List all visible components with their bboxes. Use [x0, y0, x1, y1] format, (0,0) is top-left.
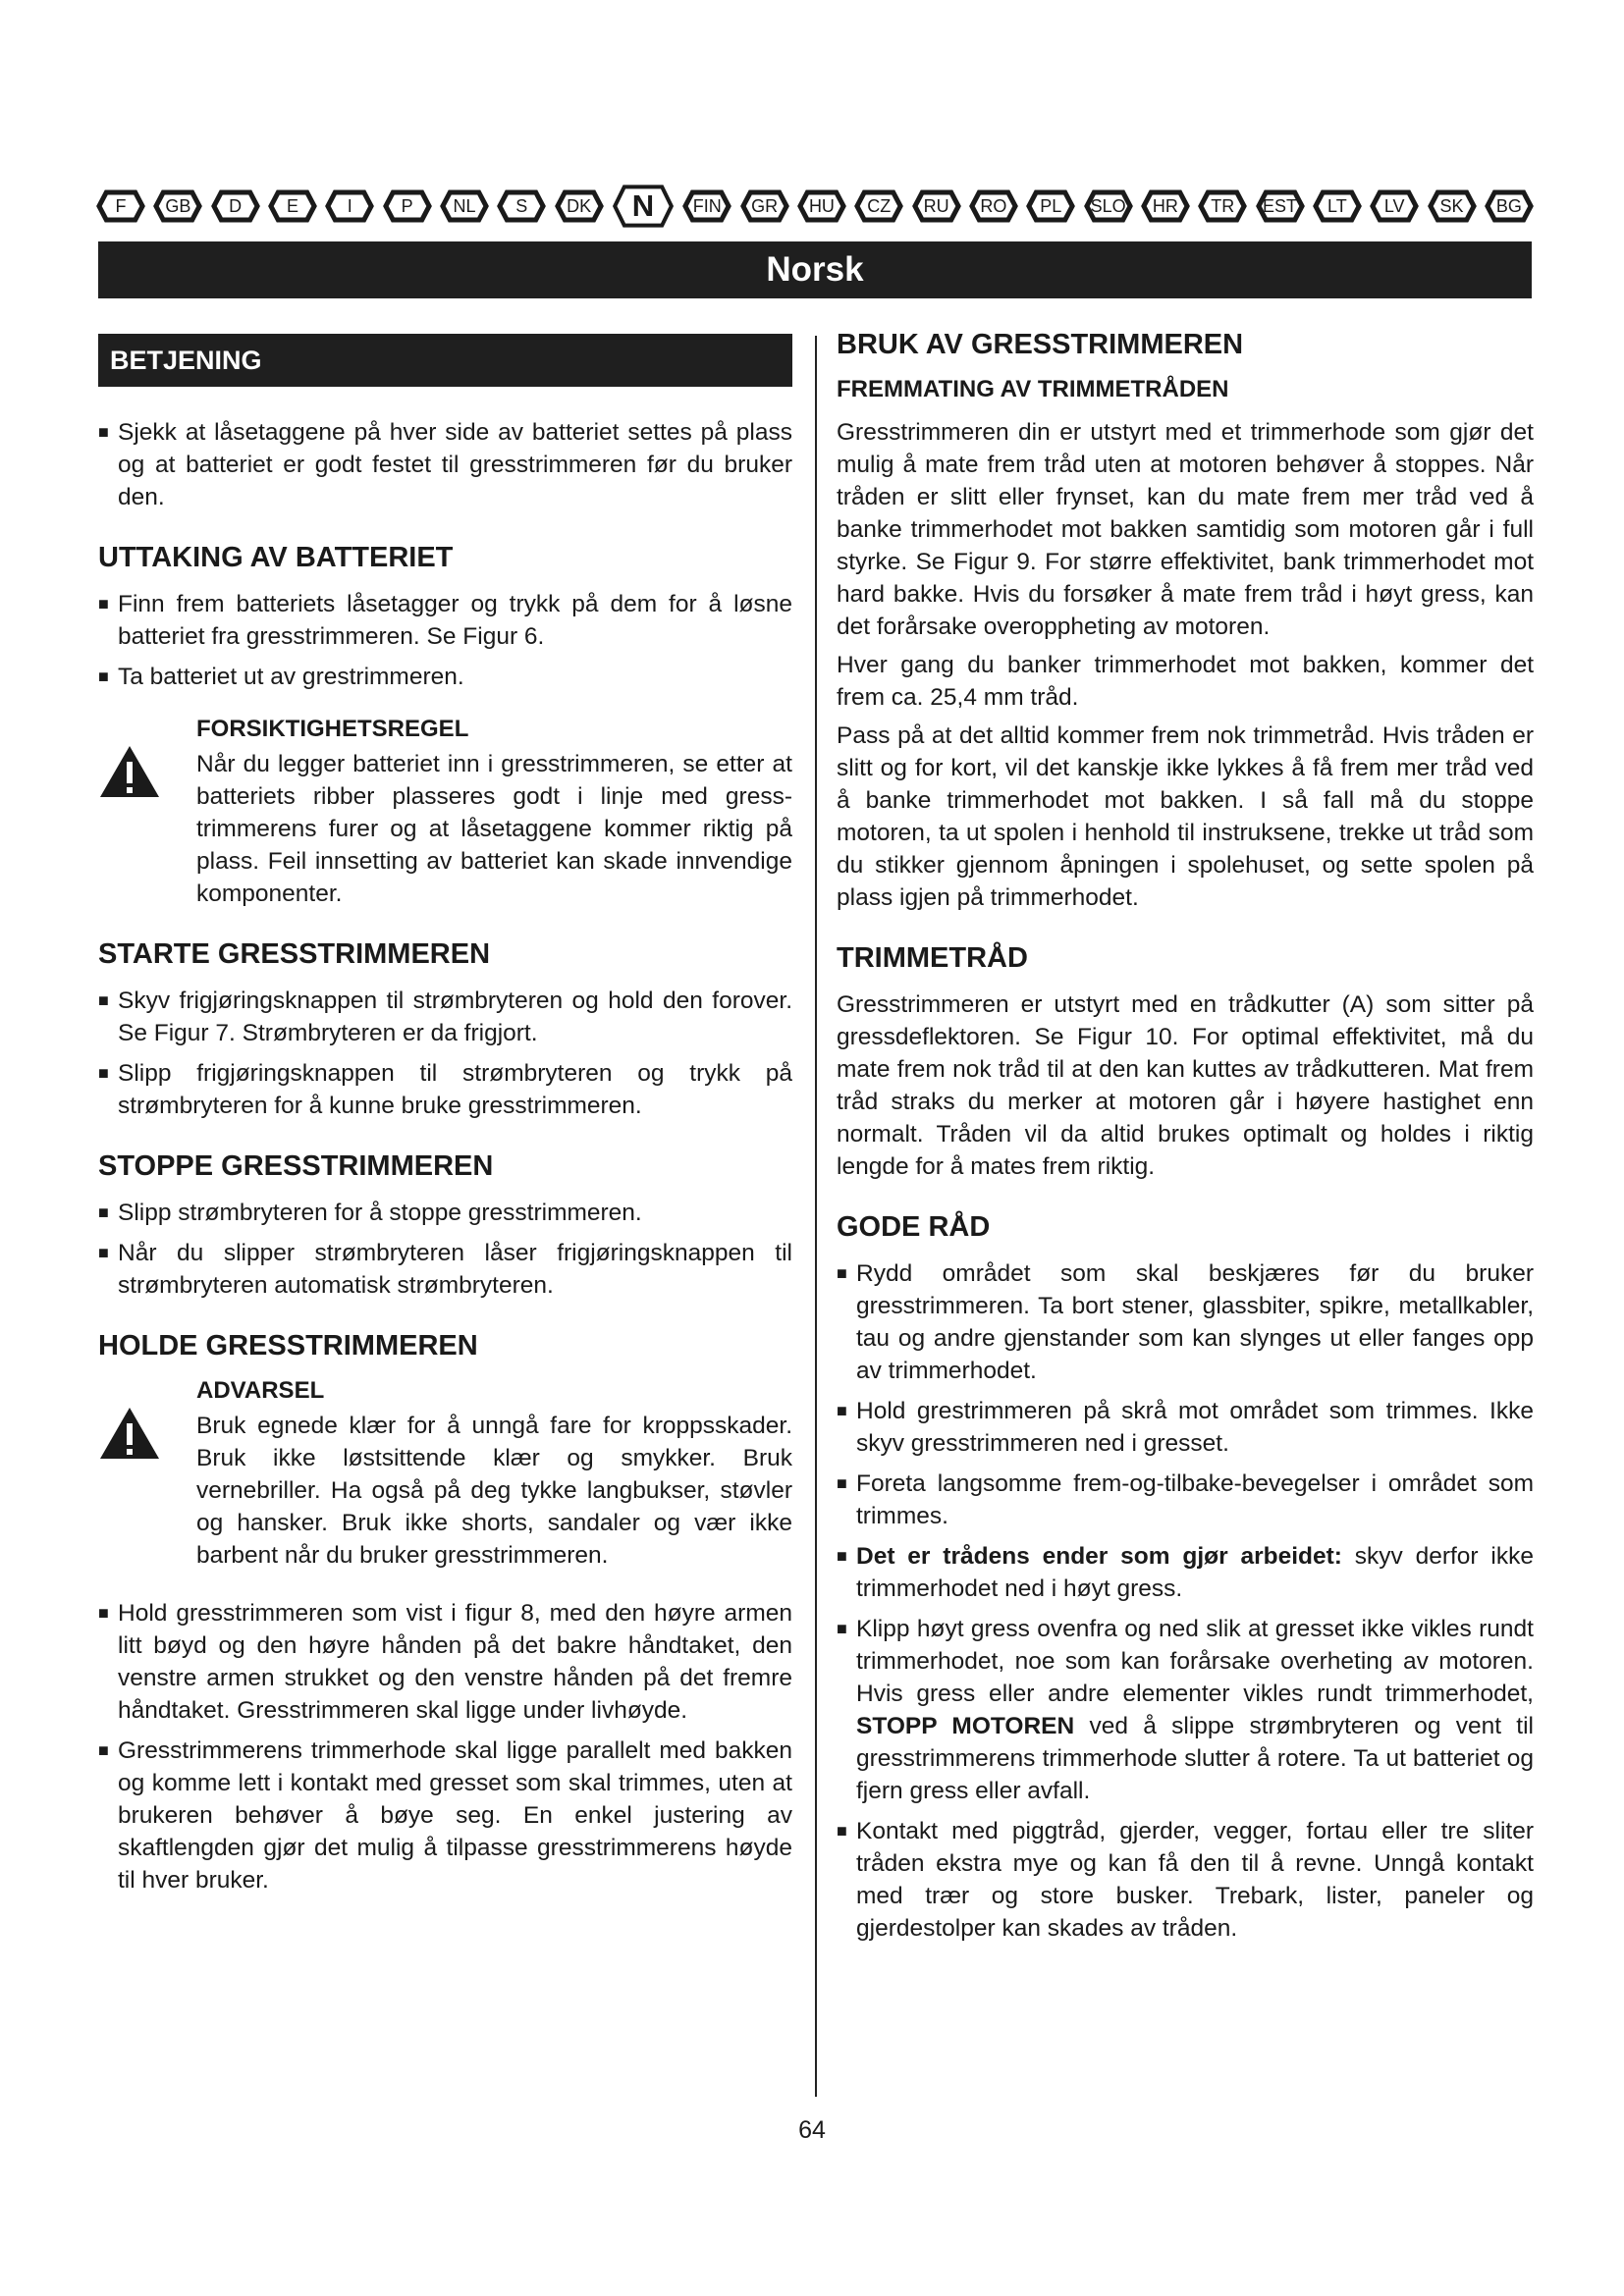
- language-tab-gb[interactable]: [155, 191, 200, 221]
- list-item: ■ Slipp frigjøringsknappen til strømbryteren og trykk på strømbryteren for å kunne bruke gresstrimmeren.: [98, 1057, 792, 1122]
- list-item: ■ Det er trådens ender som gjør arbeidet: skyv derfor ikke trimmerhodet ned i høyt gress.: [837, 1540, 1534, 1605]
- language-tab-label: RO: [980, 195, 1007, 216]
- bullet-icon: ■: [98, 1740, 109, 1760]
- language-tab-label: RU: [923, 195, 949, 216]
- language-tab-label: I: [347, 195, 352, 216]
- section-heading-bruk: BRUK AV GRESSTRIMMEREN: [837, 329, 1244, 360]
- list-item: ■ Kontakt med piggtråd, gjerder, vegger, fortau eller tre sliter tråden ekstra mye og kan få den til å revne. Unngå kontakt med trær og store busker. Trebark, lister, paneler og gjerdestolper kan skades av tråden.: [837, 1815, 1534, 1945]
- caution-title: FORSIKTIGHETSREGEL: [196, 716, 469, 742]
- bullet-icon: ■: [98, 422, 109, 442]
- language-tab-f[interactable]: [98, 191, 143, 221]
- left-column: [98, 334, 792, 1904]
- language-tab-est[interactable]: [1258, 191, 1303, 221]
- language-tab-label: LT: [1327, 195, 1347, 216]
- warning-triangle-icon: [98, 1406, 161, 1461]
- bullet-icon: ■: [98, 1202, 109, 1222]
- language-banner: Norsk: [98, 241, 1532, 298]
- bullet-icon: ■: [837, 1473, 847, 1493]
- language-tab-gr[interactable]: [742, 191, 787, 221]
- language-tab-fin[interactable]: [684, 191, 730, 221]
- paragraph: Pass på at det alltid kommer frem nok trimmetråd. Hvis tråden er slitt og for kort, vil det kanskje ikke lykkes å få frem mer tråd ved å banke trimmerhodet mot bakken. I så fall må du stoppe motoren, ta ut spolen i henhold til instruksene, trekke ut tråd som du stikker gjennom åpningen i spolehuset, og sette spolen på plass igjen på trimmerhodet.: [837, 722, 1534, 911]
- language-tab-e[interactable]: [270, 191, 315, 221]
- emphasis: Det er trådens ender som gjør arbeidet:: [856, 1543, 1342, 1570]
- language-tab-bg[interactable]: [1487, 191, 1532, 221]
- list-item: ■ Sjekk at låsetaggene på hver side av batteriet settes på plass og at batteriet er godt festet til gresstrimmeren før du bruker den.: [98, 416, 792, 513]
- language-tab-label: DK: [567, 195, 592, 216]
- language-tab-label: HR: [1152, 195, 1178, 216]
- warning-title: ADVARSEL: [196, 1377, 325, 1404]
- list-item: ■ Klipp høyt gress ovenfra og ned slik at gresset ikke vikles rundt trimmerhodet, noe som kan forårsake overheting av motoren. Hvis gress eller andre elementer vikles rundt trimmerhodet, STOPP MOTOREN ved å slippe strømbryteren og vent til gresstrimmerens trimmerhode slutter å rotere. Ta ut batteriet og fjern gress eller avfall.: [837, 1613, 1534, 1807]
- bullet-icon: ■: [98, 667, 109, 686]
- section-heading-uttaking: UTTAKING AV BATTERIET: [98, 542, 454, 573]
- paragraph: Hver gang du banker trimmerhodet mot bakken, kommer det frem ca. 25,4 mm tråd.: [837, 652, 1534, 711]
- language-tab-label: S: [515, 195, 528, 216]
- language-tab-ru[interactable]: [914, 191, 959, 221]
- language-tab-label: GB: [165, 195, 191, 216]
- paragraph: Gresstrimmeren er utstyrt med en trådkutter (A) som sitter på gressdeflektoren. Se Figur 10. For optimal effektivitet, må du mate frem nok tråd til at den kan kuttes av trådkutteren. Mat frem tråd straks du merker at motoren går i høyere hastighet enn normalt. Tråden vil da altid brukes optimalt og holdes i riktig lengde for å mates frem riktig.: [837, 991, 1534, 1180]
- list-item: ■ Finn frem batteriets låsetagger og trykk på dem for å løsne batteriet fra gresstrimmeren. Se Figur 6.: [98, 588, 792, 653]
- subheading-fremmating: FREMMATING AV TRIMMETRÅDEN: [837, 376, 1229, 402]
- language-tab-lt[interactable]: [1315, 191, 1360, 221]
- list-item: ■ Hold gresstrimmeren som vist i figur 8, med den høyre armen litt bøyd og den høyre hånden på det bakre håndtaket, den venstre armen strukket og den venstre hånden på det fremre håndtaket. Gresstrimmeren skal ligge under livhøyde.: [98, 1597, 792, 1727]
- language-tab-d[interactable]: [213, 191, 258, 221]
- language-tab-cz[interactable]: [856, 191, 901, 221]
- language-tab-i[interactable]: [327, 191, 372, 221]
- bullet-icon: ■: [98, 594, 109, 614]
- language-tab-p[interactable]: [385, 191, 430, 221]
- bullet-icon: ■: [98, 1243, 109, 1262]
- section-heading-stoppe: STOPPE GRESSTRIMMEREN: [98, 1150, 494, 1182]
- list-item: ■ Gresstrimmerens trimmerhode skal ligge parallelt med bakken og komme lett i kontakt med gresset som skal trimmes, uten at brukeren behøver å bøye seg. En enkel justering av skaftlengden gjør det mulig å tilpasse gresstrimmerens høyde til hver bruker.: [98, 1735, 792, 1896]
- list-item: ■ Slipp strømbryteren for å stoppe gresstrimmeren.: [98, 1197, 792, 1229]
- section-heading-gode-rad: GODE RÅD: [837, 1211, 991, 1243]
- emphasis: STOPP MOTOREN: [856, 1713, 1075, 1739]
- paragraph: Gresstrimmeren din er utstyrt med et trimmerhode som gjør det mulig å mate frem tråd uten at motoren behøver å stoppes. Når tråden er slitt eller frynset, kan du mate frem mer tråd ved å banke trimmerhodet mot bakken samtidig som motoren går i full styrke. Se Figur 9. For større effektivitet, bank trimmerhodet mot hard bakke. Hvis du forsøker å mate frem tråd i høyt gress, kan det forårsake overoppheting av motoren.: [837, 419, 1534, 640]
- language-tab-slo[interactable]: [1086, 191, 1131, 221]
- language-tab-hu[interactable]: [799, 191, 844, 221]
- language-tab-label: FIN: [692, 195, 722, 216]
- section-heading-holde: HOLDE GRESSTRIMMEREN: [98, 1330, 478, 1362]
- language-tab-s[interactable]: [499, 191, 544, 221]
- language-tab-hr[interactable]: [1143, 191, 1188, 221]
- section-heading-starte: STARTE GRESSTRIMMEREN: [98, 938, 491, 970]
- column-divider: [815, 336, 817, 2097]
- list-item: ■ Rydd området som skal beskjæres før du bruker gresstrimmeren. Ta bort stener, glassbiter, spikre, metallkabler, tau og andre gjenstander som kan slynges ut eller fanges opp av trimmerhodet.: [837, 1257, 1534, 1387]
- language-tab-label: HU: [808, 195, 835, 216]
- language-tab-row: [98, 187, 1532, 226]
- caution-text: Når du legger batteriet inn i gresstrimmeren, se etter at batteriets ribber plasseres godt i linje med gress-trimmerens furer og at låsetaggene kommer riktig på plass. Feil innsetting av batteriet kan skade innvendige komponenter.: [196, 751, 792, 907]
- section-heading-trimmetrad: TRIMMETRÅD: [837, 942, 1028, 974]
- list-item: ■ Når du slipper strømbryteren låser frigjøringsknappen til strømbryteren automatisk strømbryteren.: [98, 1237, 792, 1302]
- bullet-icon: ■: [837, 1263, 847, 1283]
- language-tab-tr[interactable]: [1200, 191, 1245, 221]
- warning-text: Bruk egnede klær for å unngå fare for kroppsskader. Bruk ikke løstsittende klær og smykker. Bruk vernebriller. Ha også på deg tykke langbukser, støvler og hansker. Bruk ikke shorts, sandaler og vær ikke barbent når du bruker gresstrimmeren.: [196, 1413, 792, 1569]
- language-tab-n[interactable]: [614, 186, 673, 227]
- language-tab-label: GR: [751, 195, 779, 216]
- language-tab-label: F: [115, 195, 127, 216]
- language-tab-label: SK: [1439, 195, 1464, 216]
- page-number: 64: [798, 2116, 826, 2144]
- language-tab-label: BG: [1495, 195, 1522, 216]
- language-tab-label: D: [229, 195, 243, 216]
- language-tab-pl[interactable]: [1028, 191, 1073, 221]
- list-item: ■ Foreta langsomme frem-og-tilbake-bevegelser i området som trimmes.: [837, 1468, 1534, 1532]
- language-tab-label: SLO: [1090, 195, 1126, 216]
- language-tab-label: P: [401, 195, 413, 216]
- language-tab-label: E: [286, 195, 298, 216]
- list-item: ■ Ta batteriet ut av grestrimmeren.: [98, 661, 792, 693]
- bullet-icon: ■: [837, 1401, 847, 1420]
- language-tab-dk[interactable]: [557, 191, 602, 221]
- warning-block: [98, 1376, 792, 1572]
- language-tab-label: EST: [1263, 195, 1298, 216]
- bullet-icon: ■: [837, 1546, 847, 1566]
- bullet-icon: ■: [98, 990, 109, 1010]
- right-column: [837, 328, 1534, 1952]
- language-tab-label: PL: [1040, 195, 1062, 216]
- bullet-icon: ■: [837, 1619, 847, 1638]
- bullet-icon: ■: [98, 1603, 109, 1623]
- language-tab-label: LV: [1383, 195, 1405, 216]
- language-tab-label: TR: [1211, 195, 1235, 216]
- language-tab-label: N: [631, 188, 655, 223]
- language-tab-sk[interactable]: [1430, 191, 1475, 221]
- caution-block: [98, 715, 792, 910]
- section-heading-betjening: BETJENING: [98, 334, 792, 387]
- warning-triangle-icon: [98, 744, 161, 799]
- language-tab-ro[interactable]: [971, 191, 1016, 221]
- language-tab-nl[interactable]: [442, 191, 487, 221]
- bullet-icon: ■: [98, 1063, 109, 1083]
- bullet-icon: ■: [837, 1821, 847, 1841]
- language-tab-lv[interactable]: [1372, 191, 1417, 221]
- list-item: ■ Skyv frigjøringsknappen til strømbryteren og hold den forover. Se Figur 7. Strømbryteren er da frigjort.: [98, 985, 792, 1049]
- language-tab-label: NL: [453, 195, 476, 216]
- language-tab-label: CZ: [867, 195, 892, 216]
- list-item: ■ Hold grestrimmeren på skrå mot området som trimmes. Ikke skyv gresstrimmeren ned i gresset.: [837, 1395, 1534, 1460]
